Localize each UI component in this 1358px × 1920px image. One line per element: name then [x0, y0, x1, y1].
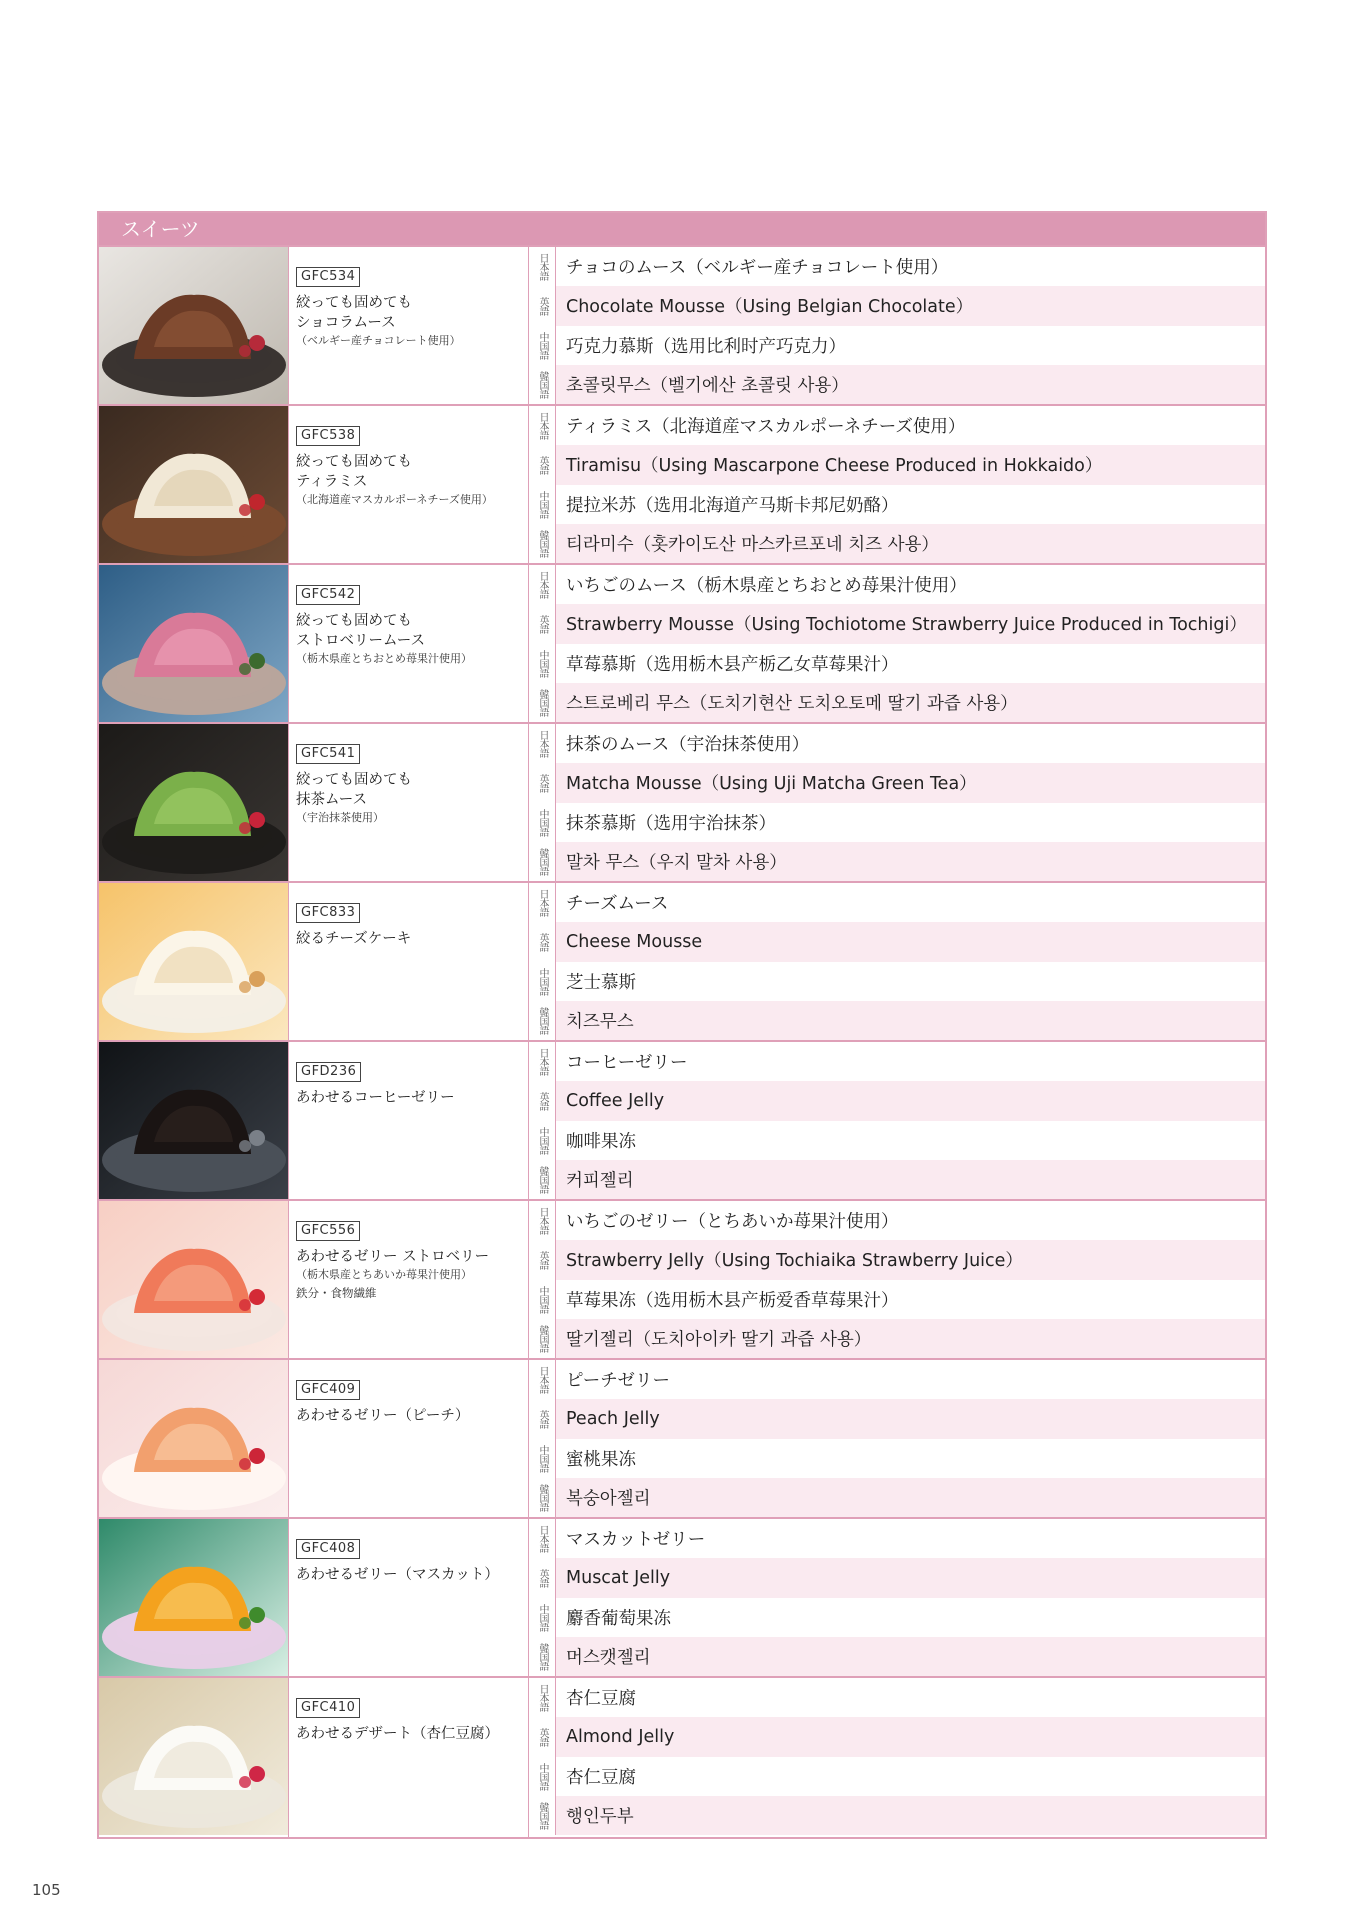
language-label-zh [529, 1598, 556, 1637]
product-info [289, 1042, 529, 1199]
page-number: 105 [32, 1881, 61, 1899]
translation-row-zh [529, 1439, 1265, 1478]
translation-row-en [529, 1081, 1265, 1120]
language-label-text: 英語 [537, 932, 548, 951]
translation-row-en [529, 445, 1265, 484]
translation-row-ko [529, 1796, 1265, 1835]
translation-text-en: Cheese Mousse [566, 931, 703, 952]
dessert-photo-image [99, 724, 289, 881]
product-info [289, 1678, 529, 1837]
product-code: GFC833 [296, 903, 360, 923]
language-label-text: 日本語 [537, 1207, 548, 1235]
translation-row-zh [529, 1121, 1265, 1160]
language-label-en [529, 1240, 556, 1279]
language-label-text: 日本語 [537, 571, 548, 599]
product-name: 絞っても固めても ティラミス [296, 454, 412, 490]
product-info [289, 1201, 529, 1358]
translation-text-zh: 巧克力慕斯（选用比利时产巧克力） [566, 336, 846, 357]
language-label-ko [529, 1478, 556, 1517]
translation-text-ja: チョコのムース（ベルギー産チョコレート使用） [566, 258, 949, 279]
translation-text-en: Almond Jelly [566, 1726, 675, 1747]
language-label-text: 韓国語 [537, 688, 548, 716]
dessert-photo [99, 883, 289, 1040]
language-label-ja [529, 1042, 556, 1081]
language-label-text: 日本語 [537, 1684, 548, 1712]
translation-text-zh: 蜜桃果冻 [566, 1449, 636, 1470]
translation-row-ko [529, 1319, 1265, 1358]
language-label-text: 中国語 [537, 1126, 548, 1154]
translation-text-ja: 抹茶のムース（宇治抹茶使用） [566, 735, 810, 756]
language-label-text: 中国語 [537, 331, 548, 359]
product-note: （栃木県産とちあいか苺果汁使用） [296, 1268, 472, 1281]
translation-text-en: Coffee Jelly [566, 1090, 665, 1111]
translation-text-zh: 提拉米苏（选用北海道产马斯卡邦尼奶酪） [566, 495, 899, 516]
translation-row-ko [529, 1001, 1265, 1040]
language-label-text: 韓国語 [537, 370, 548, 398]
product-note: （宇治抹茶使用） [296, 811, 384, 824]
product-info [289, 883, 529, 1040]
dessert-photo [99, 724, 289, 881]
language-label-text: 中国語 [537, 1285, 548, 1313]
language-label-text: 英語 [537, 296, 548, 315]
language-label-zh [529, 803, 556, 842]
translation-text-ko: 초콜릿무스（벨기에산 초콜릿 사용） [566, 375, 849, 396]
translations [529, 247, 1265, 404]
language-label-text: 韓国語 [537, 847, 548, 875]
translation-text-en: Muscat Jelly [566, 1567, 671, 1588]
translations [529, 1042, 1265, 1199]
translation-text-ja: マスカットゼリー [566, 1530, 706, 1551]
translation-row-en [529, 1399, 1265, 1438]
language-label-text: 日本語 [537, 1048, 548, 1076]
product-info [289, 1519, 529, 1676]
translation-text-ko: 티라미수（홋카이도산 마스카르포네 치즈 사용） [566, 534, 939, 555]
language-label-zh [529, 1280, 556, 1319]
product-code: GFC556 [296, 1221, 360, 1241]
product-row [99, 1360, 1265, 1519]
dessert-photo-image [99, 1678, 289, 1835]
language-label-en [529, 763, 556, 802]
translation-text-ko: 치즈무스 [566, 1011, 634, 1032]
language-label-text: 韓国語 [537, 1006, 548, 1034]
translations [529, 883, 1265, 1040]
language-label-text: 中国語 [537, 808, 548, 836]
language-label-text: 英語 [537, 1568, 548, 1587]
dessert-photo-image [99, 1360, 289, 1517]
translation-text-ko: 딸기젤리（도치아이카 딸기 과즙 사용） [566, 1329, 872, 1350]
translations [529, 1678, 1265, 1837]
dessert-photo [99, 1042, 289, 1199]
translation-row-ja [529, 724, 1265, 763]
language-label-ko [529, 842, 556, 881]
product-code: GFC541 [296, 744, 360, 764]
language-label-text: 中国語 [537, 1603, 548, 1631]
product-info [289, 406, 529, 563]
translation-row-ja [529, 1042, 1265, 1081]
translation-row-ko [529, 1160, 1265, 1199]
language-label-text: 英語 [537, 614, 548, 633]
language-label-ko [529, 683, 556, 722]
dessert-photo [99, 247, 289, 404]
dessert-photo-image [99, 247, 289, 404]
product-name: 絞っても固めても 抹茶ムース [296, 772, 412, 808]
product-info [289, 1360, 529, 1517]
translation-text-en: Strawberry Mousse（Using Tochiotome Strawberry Juice Produced in Tochigi） [566, 615, 1247, 636]
translation-text-zh: 咖啡果冻 [566, 1131, 636, 1152]
product-row [99, 883, 1265, 1042]
language-label-zh [529, 644, 556, 683]
language-label-ko [529, 1001, 556, 1040]
language-label-en [529, 922, 556, 961]
product-note: （ベルギー産チョコレート使用） [296, 334, 461, 347]
product-row [99, 565, 1265, 724]
translation-row-ja [529, 247, 1265, 286]
language-label-ja [529, 724, 556, 763]
language-label-text: 中国語 [537, 1762, 548, 1790]
translation-text-ko: 행인두부 [566, 1806, 634, 1827]
translation-row-en [529, 922, 1265, 961]
translation-row-ko [529, 842, 1265, 881]
language-label-text: 中国語 [537, 1444, 548, 1472]
product-row [99, 406, 1265, 565]
language-label-en [529, 1081, 556, 1120]
language-label-text: 英語 [537, 455, 548, 474]
product-name: あわせるコーヒーゼリー [296, 1090, 455, 1106]
product-code: GFC542 [296, 585, 360, 605]
product-code: GFC408 [296, 1539, 360, 1559]
product-row [99, 1678, 1265, 1837]
language-label-ja [529, 1201, 556, 1240]
translation-row-ja [529, 1201, 1265, 1240]
language-label-text: 英語 [537, 1250, 548, 1269]
dessert-photo [99, 1678, 289, 1837]
language-label-ko [529, 524, 556, 563]
product-name: あわせるゼリー ストロベリー [296, 1249, 490, 1265]
product-info [289, 565, 529, 722]
translation-row-zh [529, 326, 1265, 365]
language-label-text: 韓国語 [537, 1801, 548, 1829]
translation-row-ko [529, 1478, 1265, 1517]
product-code: GFC538 [296, 426, 360, 446]
translation-row-ko [529, 365, 1265, 404]
translation-row-en [529, 286, 1265, 325]
sweets-table [97, 211, 1267, 1839]
language-label-zh [529, 1439, 556, 1478]
product-code: GFD236 [296, 1062, 361, 1082]
translation-row-en [529, 1240, 1265, 1279]
dessert-photo [99, 565, 289, 722]
translation-row-ja [529, 406, 1265, 445]
product-row [99, 724, 1265, 883]
translation-row-ja [529, 883, 1265, 922]
product-info [289, 724, 529, 881]
translation-row-en [529, 1717, 1265, 1756]
product-name: 絞っても固めても ストロベリームース [296, 613, 426, 649]
dessert-photo-image [99, 883, 289, 1040]
language-label-text: 韓国語 [537, 529, 548, 557]
language-label-text: 韓国語 [537, 1324, 548, 1352]
translation-row-en [529, 763, 1265, 802]
translation-row-ja [529, 1360, 1265, 1399]
product-note: （北海道産マスカルポーネチーズ使用） [296, 493, 493, 506]
language-label-text: 日本語 [537, 889, 548, 917]
translation-row-ko [529, 683, 1265, 722]
language-label-text: 日本語 [537, 1366, 548, 1394]
translation-text-ja: チーズムース [566, 894, 669, 915]
language-label-en [529, 286, 556, 325]
product-row [99, 1519, 1265, 1678]
translation-row-ko [529, 1637, 1265, 1676]
translations [529, 1360, 1265, 1517]
translation-row-ja [529, 1678, 1265, 1717]
dessert-photo-image [99, 1042, 289, 1199]
translation-text-ko: 커피젤리 [566, 1170, 634, 1191]
language-label-text: 日本語 [537, 1525, 548, 1553]
product-name: あわせるゼリー（マスカット） [296, 1567, 499, 1583]
dessert-photo [99, 1360, 289, 1517]
language-label-text: 韓国語 [537, 1642, 548, 1670]
dessert-photo-image [99, 1201, 289, 1358]
translation-text-ja: ピーチゼリー [566, 1371, 670, 1392]
dessert-photo-image [99, 1519, 289, 1676]
language-label-ja [529, 1678, 556, 1717]
translation-row-zh [529, 803, 1265, 842]
language-label-text: 日本語 [537, 253, 548, 281]
language-label-ja [529, 565, 556, 604]
translations [529, 1519, 1265, 1676]
translation-row-zh [529, 644, 1265, 683]
language-label-text: 韓国語 [537, 1483, 548, 1511]
language-label-text: 英語 [537, 1727, 548, 1746]
language-label-zh [529, 962, 556, 1001]
product-name: あわせるデザート（杏仁豆腐） [296, 1726, 499, 1742]
product-info [289, 247, 529, 404]
language-label-ja [529, 1519, 556, 1558]
translation-text-ja: ティラミス（北海道産マスカルポーネチーズ使用） [566, 417, 966, 438]
product-feature: 鉄分・食物繊維 [296, 1286, 377, 1300]
product-code: GFC409 [296, 1380, 360, 1400]
translation-text-zh: 草莓慕斯（选用栃木县产栃乙女草莓果汁） [566, 654, 899, 675]
language-label-zh [529, 1121, 556, 1160]
translation-text-zh: 抹茶慕斯（选用宇治抹茶） [566, 813, 776, 834]
translations [529, 406, 1265, 563]
language-label-ja [529, 406, 556, 445]
translation-text-ko: 스트로베리 무스（도치기현산 도치오토메 딸기 과즙 사용） [566, 693, 1018, 714]
translation-row-zh [529, 962, 1265, 1001]
product-row [99, 1201, 1265, 1360]
product-row [99, 247, 1265, 406]
language-label-ja [529, 883, 556, 922]
translation-row-zh [529, 1280, 1265, 1319]
translation-row-zh [529, 485, 1265, 524]
translation-text-en: Strawberry Jelly（Using Tochiaika Strawberry Juice） [566, 1251, 1023, 1272]
language-label-zh [529, 326, 556, 365]
translation-text-ja: いちごのムース（栃木県産とちおとめ苺果汁使用） [566, 576, 967, 597]
product-note: （栃木県産とちおとめ苺果汁使用） [296, 652, 472, 665]
translation-row-ko [529, 524, 1265, 563]
language-label-text: 英語 [537, 773, 548, 792]
product-code: GFC534 [296, 267, 360, 287]
translation-row-en [529, 604, 1265, 643]
product-name: 絞っても固めても ショコラムース [296, 295, 412, 331]
translation-text-ko: 머스캣젤리 [566, 1647, 651, 1668]
section-title: スイーツ [99, 213, 1265, 247]
translation-text-zh: 杏仁豆腐 [566, 1767, 636, 1788]
product-list [99, 247, 1265, 1837]
translation-text-zh: 麝香葡萄果冻 [566, 1608, 671, 1629]
language-label-text: 日本語 [537, 730, 548, 758]
language-label-ko [529, 365, 556, 404]
language-label-text: 韓国語 [537, 1165, 548, 1193]
translations [529, 1201, 1265, 1358]
dessert-photo [99, 1201, 289, 1358]
translation-text-en: Tiramisu（Using Mascarpone Cheese Produced in Hokkaido） [566, 456, 1103, 477]
translation-text-ko: 말차 무스（우지 말차 사용） [566, 852, 787, 873]
language-label-en [529, 445, 556, 484]
language-label-ko [529, 1637, 556, 1676]
translation-text-en: Peach Jelly [566, 1408, 660, 1429]
language-label-text: 英語 [537, 1091, 548, 1110]
translation-text-en: Matcha Mousse（Using Uji Matcha Green Tea） [566, 774, 977, 795]
language-label-en [529, 604, 556, 643]
language-label-text: 中国語 [537, 967, 548, 995]
translation-row-zh [529, 1598, 1265, 1637]
product-row [99, 1042, 1265, 1201]
language-label-ko [529, 1160, 556, 1199]
language-label-text: 中国語 [537, 490, 548, 518]
translation-text-ja: いちごのゼリー（とちあいか苺果汁使用） [566, 1212, 899, 1233]
translation-text-ko: 복숭아젤리 [566, 1488, 651, 1509]
translations [529, 565, 1265, 722]
language-label-text: 英語 [537, 1409, 548, 1428]
translation-text-ja: 杏仁豆腐 [566, 1689, 636, 1710]
language-label-ko [529, 1319, 556, 1358]
translations [529, 724, 1265, 881]
language-label-en [529, 1399, 556, 1438]
translation-row-zh [529, 1757, 1265, 1796]
language-label-ja [529, 1360, 556, 1399]
language-label-en [529, 1558, 556, 1597]
dessert-photo-image [99, 565, 289, 722]
language-label-text: 日本語 [537, 412, 548, 440]
translation-text-en: Chocolate Mousse（Using Belgian Chocolate） [566, 297, 974, 318]
product-name: 絞るチーズケーキ [296, 931, 412, 947]
translation-row-ja [529, 1519, 1265, 1558]
dessert-photo [99, 1519, 289, 1676]
dessert-photo [99, 406, 289, 563]
product-name: あわせるゼリー（ピーチ） [296, 1408, 470, 1424]
language-label-ja [529, 247, 556, 286]
translation-text-ja: コーヒーゼリー [566, 1053, 688, 1074]
translation-row-ja [529, 565, 1265, 604]
language-label-text: 中国語 [537, 649, 548, 677]
dessert-photo-image [99, 406, 289, 563]
language-label-zh [529, 1757, 556, 1796]
language-label-ko [529, 1796, 556, 1835]
translation-text-zh: 芝士慕斯 [566, 972, 636, 993]
translation-row-en [529, 1558, 1265, 1597]
translation-text-zh: 草莓果冻（选用栃木县产栃爱香草莓果汁） [566, 1290, 899, 1311]
language-label-zh [529, 485, 556, 524]
product-code: GFC410 [296, 1698, 360, 1718]
language-label-en [529, 1717, 556, 1756]
